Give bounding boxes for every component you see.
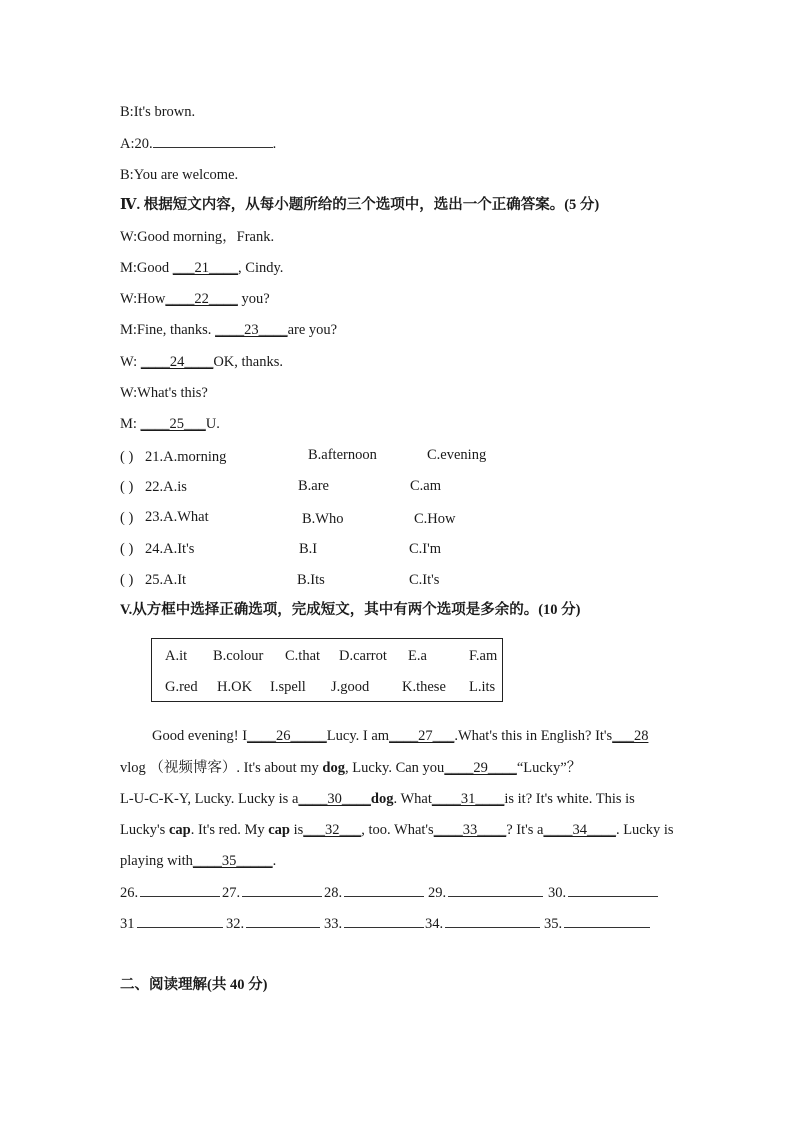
passage-text: Lucky's bbox=[120, 822, 169, 838]
option-b: B.I bbox=[299, 541, 318, 557]
line4-pre: M:Fine, thanks. bbox=[120, 322, 216, 338]
blank-33[interactable]: ____33____ bbox=[433, 822, 507, 838]
option-a: 24.A.It's bbox=[145, 541, 195, 557]
answer-line[interactable] bbox=[140, 883, 220, 897]
passage-line-5 bbox=[120, 851, 675, 871]
answer-blank-20[interactable] bbox=[153, 134, 273, 148]
passage-text: Good evening! I bbox=[152, 728, 248, 744]
answer-slot-30[interactable] bbox=[548, 883, 658, 903]
passage-text: , too. What's bbox=[361, 822, 434, 838]
dialogue-line-a20: A:20. . bbox=[120, 136, 277, 152]
passage-text: is it? It's white. This is bbox=[504, 791, 635, 807]
line2-post: , Cindy. bbox=[238, 260, 284, 276]
blank-24[interactable]: ____24____ bbox=[140, 354, 214, 370]
answer-label: 34. bbox=[425, 916, 444, 932]
answer-slot-26[interactable] bbox=[120, 883, 220, 903]
passage-bold-word: cap bbox=[268, 822, 290, 838]
answer-slot-33[interactable] bbox=[324, 914, 424, 934]
answer-label: 27. bbox=[222, 885, 241, 901]
passage-text: Lucy. I am bbox=[326, 728, 390, 744]
passage-text: . What bbox=[393, 791, 432, 807]
blank-28[interactable]: ___28 bbox=[612, 728, 649, 744]
line7-pre: M: bbox=[120, 416, 141, 432]
answer-label: 26. bbox=[120, 885, 139, 901]
answer-label: 32. bbox=[226, 916, 245, 932]
dialogue-line-5 bbox=[120, 352, 283, 372]
blank-32[interactable]: ___32___ bbox=[303, 822, 362, 838]
answer-slot-28[interactable] bbox=[324, 883, 424, 903]
passage-text: “Lucky”？ bbox=[516, 760, 582, 776]
word-option: E.a bbox=[408, 648, 427, 664]
word-option: H.OK bbox=[217, 679, 253, 695]
answer-line[interactable] bbox=[448, 883, 543, 897]
word-option: B.colour bbox=[213, 648, 264, 664]
dialogue-line-1: W:Good morning，Frank. bbox=[120, 229, 275, 245]
answer-line[interactable] bbox=[137, 914, 223, 928]
section-5-heading: V.从方框中选择正确选项，完成短文，其中有两个选项是多余的。(10 分) bbox=[120, 602, 581, 618]
word-option: J.good bbox=[331, 679, 370, 695]
section-2-heading: 二、阅读理解(共 40 分) bbox=[120, 977, 268, 993]
word-option: F.am bbox=[469, 648, 498, 664]
option-b: B.afternoon bbox=[308, 447, 377, 463]
answer-label: 33. bbox=[324, 916, 343, 932]
passage-line-1 bbox=[152, 726, 707, 746]
option-a: 23.A.What bbox=[145, 509, 209, 525]
blank-30[interactable]: ____30____ bbox=[298, 791, 371, 807]
dialogue-line-2 bbox=[120, 258, 283, 278]
answer-slot-31[interactable] bbox=[120, 914, 223, 934]
answer-slot-35[interactable] bbox=[544, 914, 650, 934]
word-option: D.carrot bbox=[339, 648, 387, 664]
dialogue-line-7 bbox=[120, 414, 220, 434]
option-b: B.are bbox=[298, 478, 329, 494]
line5-pre: W: bbox=[120, 354, 141, 370]
dialogue-line-3 bbox=[120, 289, 270, 309]
answer-paren[interactable]: ( ) bbox=[120, 479, 134, 495]
line3-post: you? bbox=[237, 291, 270, 307]
blank-29[interactable]: ____29____ bbox=[444, 760, 517, 776]
passage-text: . bbox=[272, 853, 277, 869]
passage-text: , Lucky. Can you bbox=[344, 760, 445, 776]
answer-slot-27[interactable] bbox=[222, 883, 322, 903]
blank-34[interactable]: ____34____ bbox=[543, 822, 616, 838]
blank-25[interactable]: ____25___ bbox=[140, 416, 206, 432]
answer-line[interactable] bbox=[242, 883, 322, 897]
answer-label: 35. bbox=[544, 916, 563, 932]
answer-paren[interactable]: ( ) bbox=[120, 541, 134, 557]
answer-label: 30. bbox=[548, 885, 567, 901]
answer-line[interactable] bbox=[445, 914, 540, 928]
answer-paren[interactable]: ( ) bbox=[120, 510, 134, 526]
dialogue-line-6: W:What's this? bbox=[120, 385, 208, 401]
blank-21[interactable]: ___21____ bbox=[172, 260, 239, 276]
passage-line-4 bbox=[120, 820, 675, 840]
line-a20-text: A:20. bbox=[120, 136, 153, 152]
word-option: G.red bbox=[165, 679, 198, 695]
blank-23[interactable]: ____23____ bbox=[215, 322, 288, 338]
section-4-heading: Ⅳ. 根据短文内容，从每小题所给的三个选项中，选出一个正确答案。(5 分) bbox=[120, 197, 600, 213]
option-c: C.How bbox=[414, 511, 456, 527]
word-option: K.these bbox=[402, 679, 446, 695]
answer-line[interactable] bbox=[246, 914, 320, 928]
passage-text: playing with bbox=[120, 853, 193, 869]
passage-text: .What's this in English? It's bbox=[454, 728, 613, 744]
passage-bold-word: cap bbox=[168, 822, 191, 838]
option-b: B.Its bbox=[297, 572, 325, 588]
line5-post: OK, thanks. bbox=[213, 354, 283, 370]
answer-slot-32[interactable] bbox=[226, 914, 320, 934]
answer-label: 31 bbox=[120, 916, 135, 932]
line2-pre: M:Good bbox=[120, 260, 173, 276]
word-option: I.spell bbox=[270, 679, 306, 695]
line4-post: are you? bbox=[287, 322, 338, 338]
passage-text: L-U-C-K-Y, Lucky. Lucky is a bbox=[120, 791, 299, 807]
word-option: L.its bbox=[469, 679, 496, 695]
passage-bold-word: dog bbox=[370, 791, 394, 807]
blank-26[interactable]: ____26_____ bbox=[247, 728, 327, 744]
blank-22[interactable]: ____22____ bbox=[165, 291, 238, 307]
answer-slot-34[interactable] bbox=[425, 914, 540, 934]
passage-text: ? It's a bbox=[506, 822, 544, 838]
passage-bold-word: dog bbox=[322, 760, 345, 776]
blank-27[interactable]: ____27___ bbox=[389, 728, 455, 744]
option-a: 21.A.morning bbox=[145, 449, 227, 465]
option-c: C.It's bbox=[409, 572, 440, 588]
word-option: A.it bbox=[165, 648, 188, 664]
passage-text: is bbox=[289, 822, 304, 838]
answer-line[interactable] bbox=[344, 914, 424, 928]
passage-text: . It's red. My bbox=[190, 822, 269, 838]
option-c: C.I'm bbox=[409, 541, 442, 557]
answer-slot-29[interactable] bbox=[428, 883, 543, 903]
word-bank-box bbox=[151, 638, 503, 702]
line3-pre: W:How bbox=[120, 291, 166, 307]
answer-paren[interactable]: ( ) bbox=[120, 449, 134, 465]
dialogue-line-b-welcome: B:You are welcome. bbox=[120, 167, 239, 183]
answer-line[interactable] bbox=[568, 883, 658, 897]
option-a: 22.A.is bbox=[145, 479, 187, 495]
option-b: B.Who bbox=[302, 511, 344, 527]
passage-text: . Lucky is bbox=[615, 822, 674, 838]
line7-post: U. bbox=[205, 416, 220, 432]
option-c: C.evening bbox=[427, 447, 487, 463]
blank-31[interactable]: ____31____ bbox=[431, 791, 505, 807]
answer-line[interactable] bbox=[344, 883, 424, 897]
passage-text: vlog （视频博客）. It's about my bbox=[120, 760, 323, 776]
answer-paren[interactable]: ( ) bbox=[120, 572, 134, 588]
blank-35[interactable]: ____35_____ bbox=[192, 853, 273, 869]
option-a: 25.A.It bbox=[145, 572, 187, 588]
passage-line-2 bbox=[120, 758, 675, 778]
answer-label: 29. bbox=[428, 885, 447, 901]
answer-line[interactable] bbox=[564, 914, 650, 928]
answer-label: 28. bbox=[324, 885, 343, 901]
passage-line-3 bbox=[120, 789, 675, 809]
dialogue-line-4 bbox=[120, 320, 337, 340]
dialogue-line-b-brown: B:It's brown. bbox=[120, 104, 196, 120]
option-c: C.am bbox=[410, 478, 442, 494]
word-option: C.that bbox=[285, 648, 321, 664]
